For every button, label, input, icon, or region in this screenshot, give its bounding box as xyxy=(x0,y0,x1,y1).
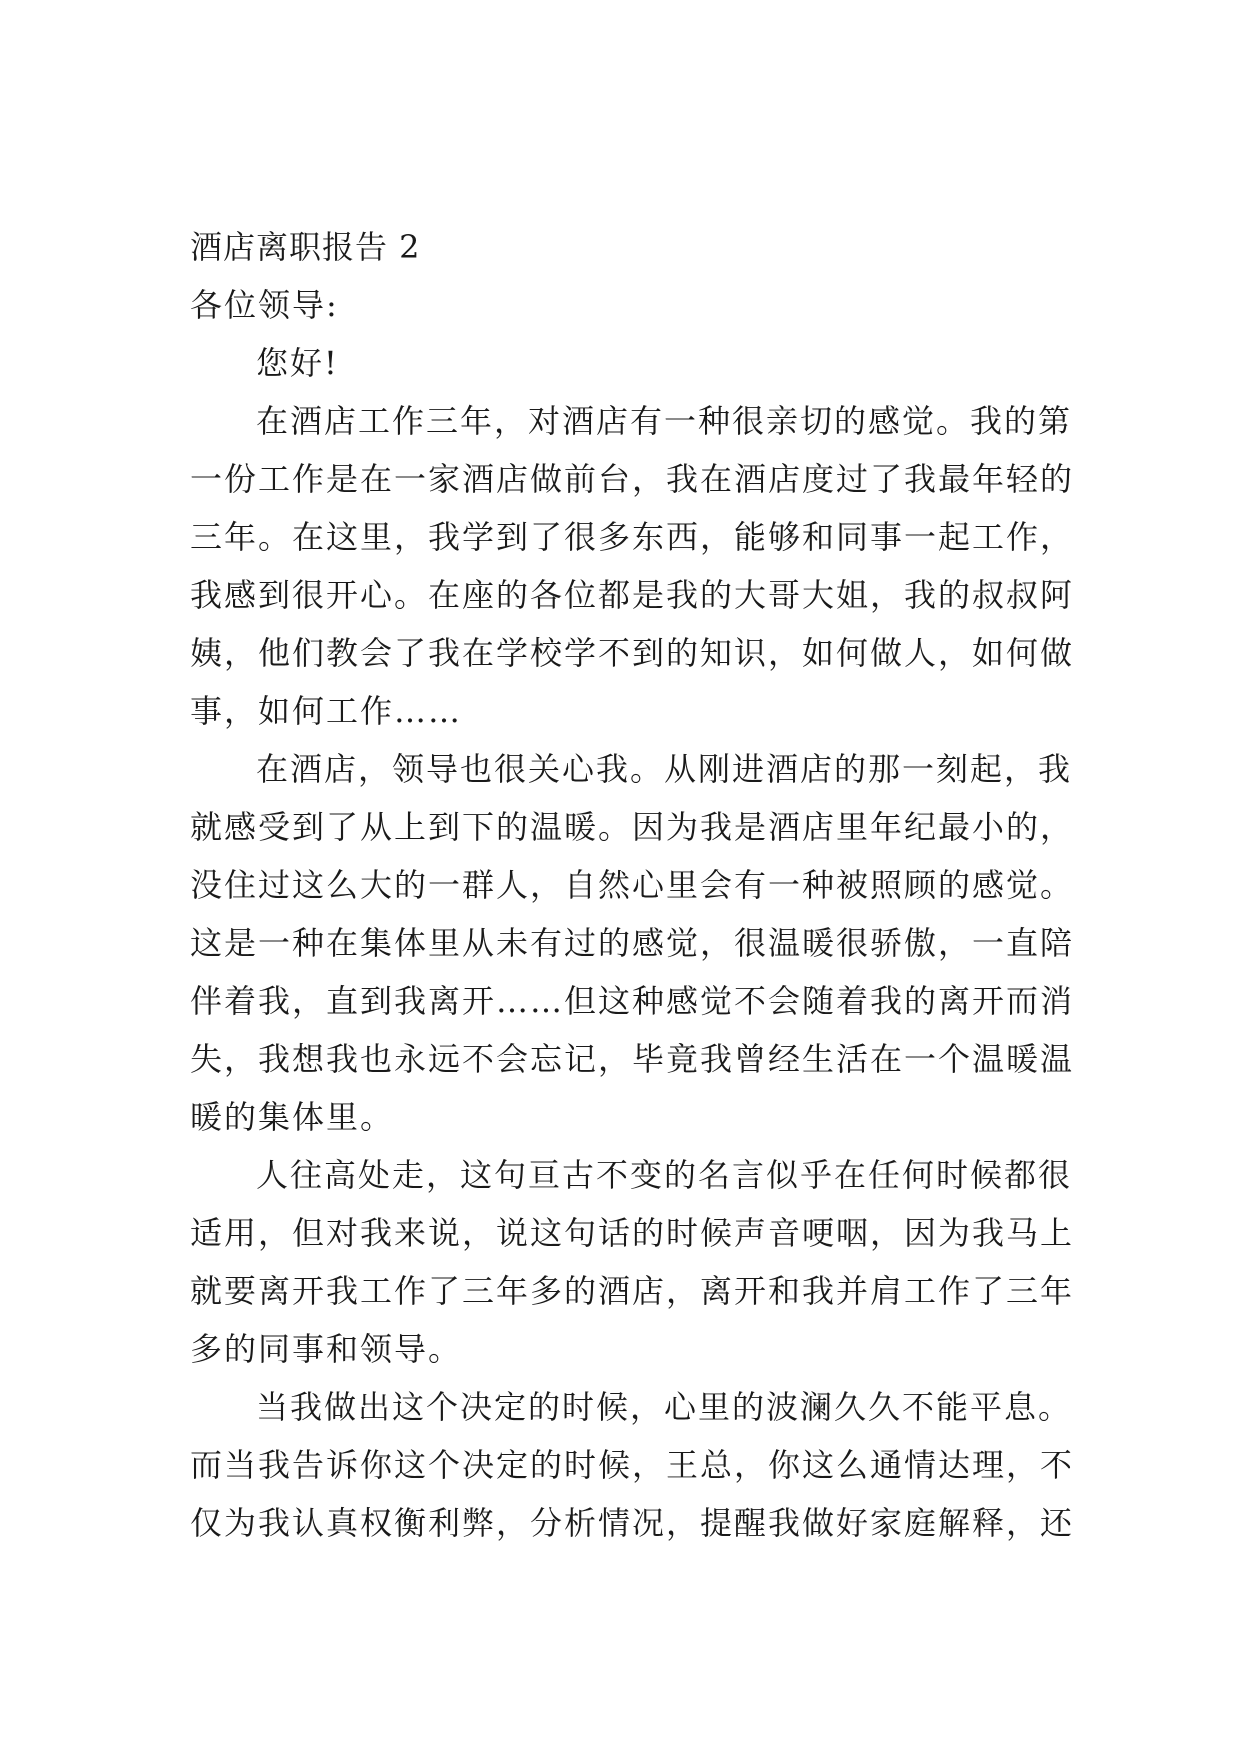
paragraph-line: 人往高处走，这句亘古不变的名言似乎在任何时候都很 xyxy=(256,1156,1073,1194)
paragraph-line: 而当我告诉你这个决定的时候，王总，你这么通情达理，不 xyxy=(190,1446,1075,1484)
paragraph-line: 在酒店工作三年，对酒店有一种很亲切的感觉。我的第 xyxy=(256,402,1073,440)
paragraph-line: 暖的集体里。 xyxy=(190,1098,395,1136)
paragraph-4 xyxy=(190,1378,1075,1552)
document-title: 酒店离职报告 2 xyxy=(190,228,421,266)
paragraph-line: 三年。在这里，我学到了很多东西，能够和同事一起工作， xyxy=(190,518,1075,556)
paragraph-1 xyxy=(190,392,1075,740)
paragraph-2 xyxy=(190,740,1075,1146)
paragraph-line: 多的同事和领导。 xyxy=(190,1330,463,1368)
paragraph-line: 我感到很开心。在座的各位都是我的大哥大姐，我的叔叔阿 xyxy=(190,576,1075,614)
paragraph-line: 在酒店，领导也很关心我。从刚进酒店的那一刻起，我 xyxy=(256,750,1073,788)
paragraph-line: 伴着我，直到我离开……但这种感觉不会随着我的离开而消 xyxy=(190,982,1075,1020)
paragraph-line: 姨，他们教会了我在学校学不到的知识，如何做人，如何做 xyxy=(190,634,1075,672)
paragraph-line: 当我做出这个决定的时候，心里的波澜久久不能平息。 xyxy=(256,1388,1073,1426)
paragraph-line: 就感受到了从上到下的温暖。因为我是酒店里年纪最小的， xyxy=(190,808,1075,846)
paragraph-line: 适用，但对我来说，说这句话的时候声音哽咽，因为我马上 xyxy=(190,1214,1075,1252)
paragraph-line: 就要离开我工作了三年多的酒店，离开和我并肩工作了三年 xyxy=(190,1272,1075,1310)
paragraph-line: 没住过这么大的一群人，自然心里会有一种被照顾的感觉。 xyxy=(190,866,1075,904)
salutation: 各位领导: xyxy=(190,286,339,324)
document-page xyxy=(190,218,1075,1552)
paragraph-line: 事，如何工作…… xyxy=(190,692,463,730)
paragraph-3 xyxy=(190,1146,1075,1378)
paragraph-line: 一份工作是在一家酒店做前台，我在酒店度过了我最年轻的 xyxy=(190,460,1075,498)
paragraph-line: 失，我想我也永远不会忘记，毕竟我曾经生活在一个温暖温 xyxy=(190,1040,1075,1078)
paragraph-line: 这是一种在集体里从未有过的感觉，很温暖很骄傲，一直陪 xyxy=(190,924,1075,962)
greeting: 您好! xyxy=(256,344,339,382)
paragraph-line: 仅为我认真权衡利弊，分析情况，提醒我做好家庭解释，还 xyxy=(190,1504,1075,1542)
